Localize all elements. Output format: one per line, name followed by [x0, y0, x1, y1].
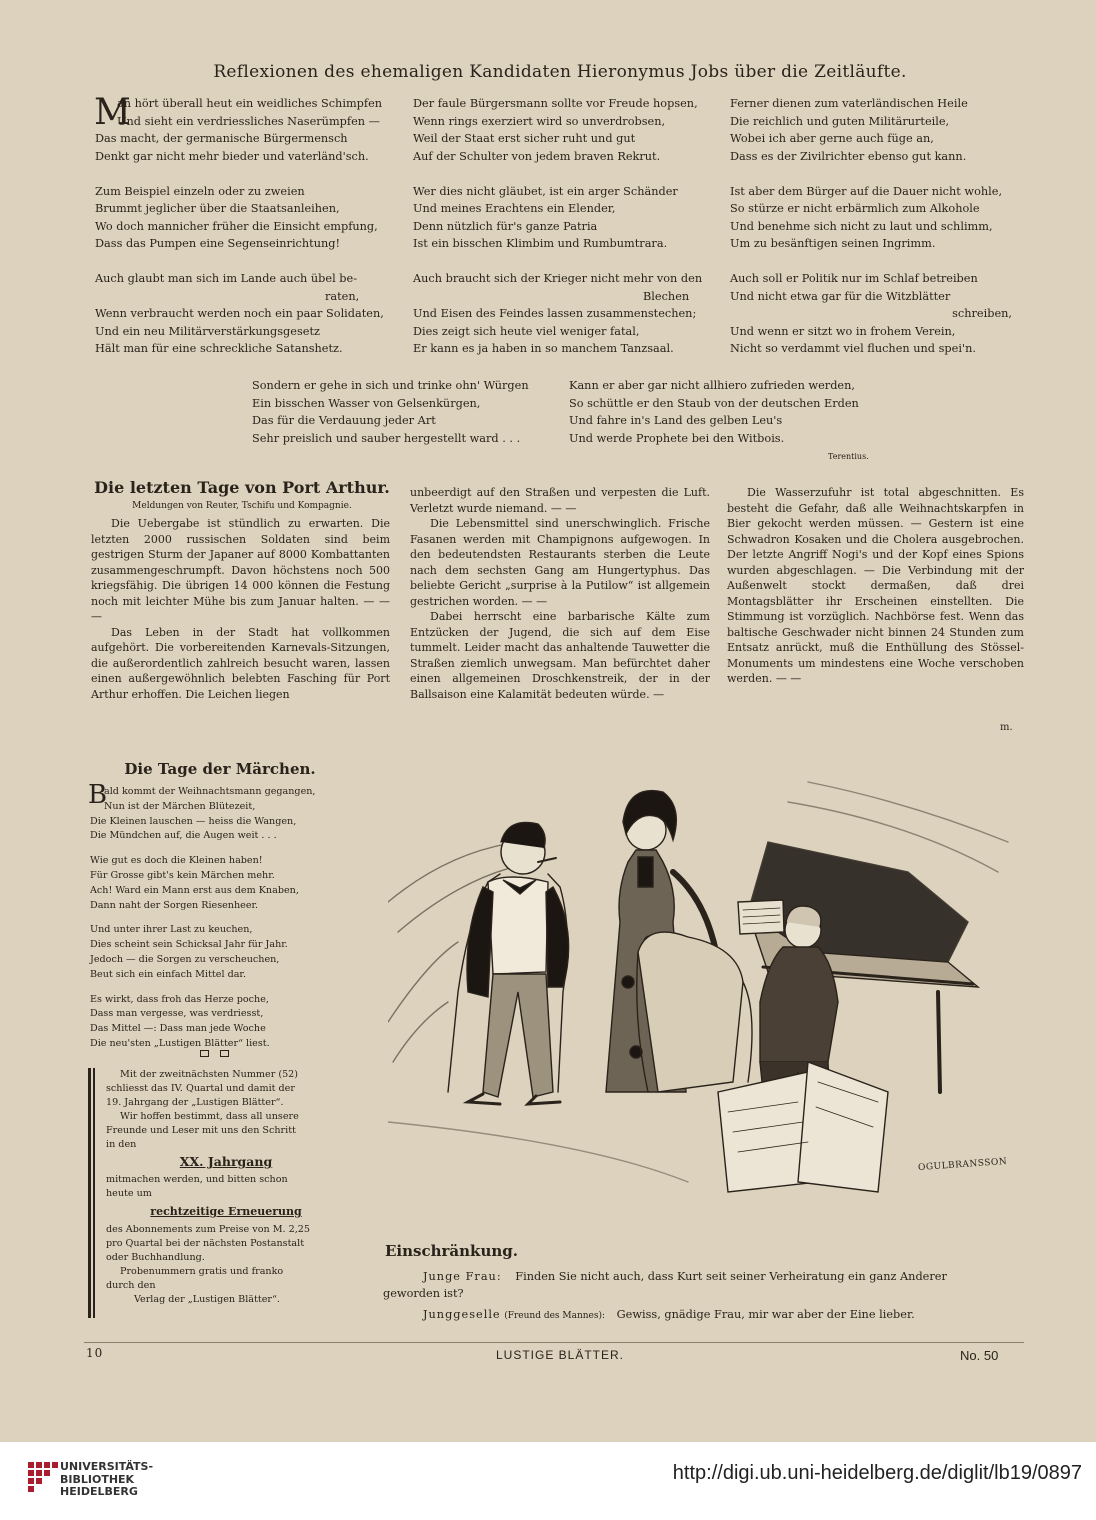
ad-line: durch den [106, 1279, 156, 1291]
ad-erneuerung: rechtzeitige Erneuerung [150, 1205, 302, 1219]
issue-number: No. 50 [960, 1348, 999, 1363]
ad-line: des Abonnements zum Preise von M. 2,25 [106, 1224, 310, 1236]
maerchen-line: Nun ist der Märchen Blütezeit, [104, 800, 256, 812]
poem-line: Und meines Erachtens ein Elender, [413, 202, 616, 215]
ad-line: Verlag der „Lustigen Blätter“. [134, 1293, 280, 1305]
ad-line: Freunde und Leser mit uns den Schritt [106, 1124, 296, 1136]
poem-line: Wobei ich aber gerne auch füge an, [730, 132, 934, 145]
ornament-box [220, 1050, 229, 1057]
maerchen-line: Wie gut es doch die Kleinen haben! [90, 855, 263, 867]
article-signature: m. [1000, 722, 1013, 733]
poem-line: Und wenn er sitzt wo in frohem Verein, [730, 324, 956, 338]
maerchen-title: Die Tage der Märchen. [124, 760, 316, 778]
poem-line: Brummt jeglicher über die Staatsanleihen, [95, 202, 340, 215]
article-subtitle: Meldungen von Reuter, Tschifu und Kompagnie. [132, 501, 352, 511]
poem-line: Und ein neu Militärverstärkungsgesetz [95, 324, 320, 338]
maerchen-line: Die Mündchen auf, die Augen weit . . . [90, 830, 277, 842]
poem-line: Ist aber dem Bürger auf die Dauer nicht wohle, [730, 184, 1003, 198]
poem-line: Wenn rings exerziert wird so unverdrobsen, [413, 114, 666, 128]
maerchen-line: Das Mittel —: Dass man jede Woche [90, 1023, 266, 1035]
poem-line: Weil der Staat erst sicher ruht und gut [413, 132, 636, 145]
poem-line: Sehr preislich und sauber hergestellt ward . . . [252, 431, 521, 445]
poem-line: Ferner dienen zum vaterländischen Heile [730, 97, 968, 110]
ad-line: oder Buchhandlung. [106, 1252, 205, 1264]
poem-line: Ist ein bisschen Klimbim und Rumbumtrara. [413, 237, 668, 250]
library-name-line: UNIVERSITÄTS- [60, 1460, 154, 1473]
poem-line: Und fahre in's Land des gelben Leu's [569, 414, 783, 427]
footer-rule [84, 1342, 1024, 1343]
ornament-box [200, 1050, 209, 1057]
maerchen-line: Dies scheint sein Schicksal Jahr für Jahr. [90, 939, 288, 951]
article-paragraph: Die Lebensmittel sind unerschwinglich. Frische Fasanen werden mit Champignons aufgewogen. In den bedeutendsten Restaurants sterben die Leute nach dem sechsten Gang am Hungertyphus. Das beliebte Gericht „surprise à la Putilow“ ist allgemein gestrichen worden. — — [410, 517, 710, 608]
article-paragraph: unbeerdigt auf den Straßen und verpesten die Luft. Verletzt wurde niemand. — — [410, 486, 710, 515]
poem-column-4 [252, 377, 562, 447]
article-paragraph: Das Leben in der Stadt hat vollkommen aufgehört. Die vorbereitenden Karnevals-Sitzungen, die außerordentlich zahlreich besucht waren, lassen einen außergewöhnlich belebten Fasching für Port Arthur erhoffen. Die Leichen liegen [91, 625, 390, 701]
poem-line: Der faule Bürgersmann sollte vor Freude hopsen, [413, 97, 698, 110]
poem-line: Um zu besänftigen seinen Ingrimm. [730, 237, 936, 250]
ad-jahrgang: XX. Jahrgang [179, 1154, 273, 1170]
article-title: Die letzten Tage von Port Arthur. [94, 478, 390, 497]
article-column-2 [410, 485, 710, 702]
poem-column-2 [413, 95, 713, 375]
ad-line: Mit der zweitnächsten Nummer (52) [120, 1069, 299, 1080]
library-bar [0, 1442, 1096, 1520]
cartoon-illustration [388, 762, 1013, 1202]
ad-line: Probenummern gratis und franko [120, 1265, 284, 1277]
maerchen-line: Dass man vergesse, was verdriesst, [90, 1008, 264, 1020]
ad-line: in den [106, 1138, 137, 1150]
maerchen-line: ald kommt der Weihnachtsmann gegangen, [104, 786, 316, 797]
poem-line: Die reichlich und guten Militärurteile, [730, 114, 950, 128]
ad-line: heute um [106, 1188, 152, 1200]
library-url-link[interactable]: http://digi.ub.uni-heidelberg.de/diglit/lb19/0897 [672, 1462, 1082, 1484]
poem-line: Kann er aber gar nicht allhiero zufrieden werden, [569, 379, 855, 392]
maerchen-line: Ach! Ward ein Mann erst aus dem Knaben, [90, 884, 299, 896]
poem-line: Sondern er gehe in sich und trinke ohn' Würgen [252, 379, 529, 392]
maerchen-line: Die neu'sten „Lustigen Blätter“ liest. [90, 1037, 270, 1049]
library-name-line: BIBLIOTHEK [60, 1472, 135, 1486]
poem-line: Auch glaubt man sich im Lande auch übel be- [95, 272, 358, 285]
poem-line: an hört überall heut ein weidliches Schimpfen [117, 97, 383, 110]
poem-line: Denkt gar nicht mehr bieder und vaterländ'sch. [95, 149, 369, 163]
poem-line: Ein bisschen Wasser von Gelsenkürgen, [252, 396, 481, 410]
einschraenkung-title: Einschränkung. [385, 1242, 518, 1260]
ad-line: mitmachen werden, und bitten schon [106, 1174, 288, 1186]
poem-line: Nicht so verdammt viel fluchen und spei'n. [730, 342, 976, 355]
maerchen-poem [90, 785, 352, 1062]
poem-line: Dies zeigt sich heute viel weniger fatal, [413, 324, 640, 338]
poem-line: raten, [325, 289, 360, 303]
article-paragraph: Dabei herrscht eine barbarische Kälte zum Entzücken der Jugend, die sich auf dem Eise tummelt. Leider macht das anhaltende Tauwetter die Straßen ziemlich unwegsam. Man befürchtet daher einen allgemeinen Droschkenstreik, der in der Ballsaison eine Kalamität bedeuten würde. — [410, 610, 710, 701]
maerchen-line: Dann naht der Sorgen Riesenheer. [90, 899, 259, 911]
poem-line: Auf der Schulter von jedem braven Rekrut. [413, 149, 661, 163]
poem-line: Und werde Prophete bei den Witbois. [569, 431, 785, 445]
maerchen-dropcap: B [88, 780, 108, 810]
subscription-ad [106, 1068, 346, 1307]
poem-line: Wer dies nicht gläubet, ist ein arger Schänder [413, 184, 678, 198]
ad-line: pro Quartal bei der nächsten Postanstalt [106, 1238, 305, 1250]
poem-line: Auch soll er Politik nur im Schlaf betreiben [730, 272, 978, 285]
maerchen-line: Die Kleinen lauschen — heiss die Wangen, [90, 815, 297, 827]
cartoon-drawing [388, 762, 1013, 1202]
poem-line: Wo doch mannicher früher die Einsicht empfung, [95, 219, 378, 233]
dialogue-line: Finden Sie nicht auch, dass Kurt seit seiner Verheiratung ein ganz Anderer [515, 1270, 947, 1283]
poem-column-5 [569, 377, 879, 447]
poem-line: Wenn verbraucht werden noch ein paar Solidaten, [95, 307, 384, 320]
poem-line: Das macht, der germanische Bürgermensch [95, 132, 348, 145]
illustration-signature: OGULBRANSSON [917, 1156, 1008, 1174]
poem-line: schreiben, [952, 307, 1012, 320]
poem-line: Denn nützlich für's ganze Patria [413, 219, 598, 233]
poem-line: Er kann es ja haben in so manchem Tanzsaal. [413, 342, 674, 355]
poem-column-3 [730, 95, 1020, 375]
ad-line: 19. Jahrgang der „Lustigen Blätter“. [106, 1096, 284, 1108]
main-title: Reflexionen des ehemaligen Kandidaten Hieronymus Jobs über die Zeitläufte. [213, 62, 907, 82]
page-number: 10 [86, 1346, 104, 1360]
poem-signature: Terentius. [828, 452, 869, 461]
maerchen-line: Beut sich ein einfach Mittel dar. [90, 968, 247, 980]
article-paragraph: Die Wasserzufuhr ist total abgeschnitten. Es besteht die Gefahr, daß alle Weihnachtskarpfen in Bier gekocht werden müssen. — Gestern ist eine Schwadron Kosaken und die Cholera ausgebrochen. Der letzte Angriff Nogi's und der Kopf eines Spions wurden abgeschlagen. — Die Verbindung mit der Außenwelt stockt dermaßen, daß drei Montagsblätter ihr Erscheinen einstellten. Die Stimmung ist vorzüglich. Nachbörse fest. Wenn das baltische Geschwader nicht binnen 24 Stunden zum Entsatz anrückt, muß die Enthüllung des Stössel-Monuments um mindestens eine Woche verschoben werden. — — [727, 486, 1024, 685]
poem-column-1 [94, 92, 405, 375]
speaker-label: Junge Frau: [423, 1270, 502, 1283]
speaker-label: Junggeselle [423, 1308, 501, 1321]
maerchen-line: Für Grosse gibt's kein Märchen mehr. [90, 869, 275, 881]
speaker-note: (Freund des Mannes): [504, 1311, 606, 1321]
poem-line: Zum Beispiel einzeln oder zu zweien [95, 184, 305, 198]
poem-line: Und Eisen des Feindes lassen zusammenstechen; [413, 307, 697, 320]
einschraenkung-dialogue [383, 1268, 1023, 1325]
poem-line: Blechen [643, 289, 690, 303]
poem-line: So schüttle er den Staub von der deutschen Erden [569, 396, 859, 410]
ad-border [88, 1068, 91, 1318]
masthead: LUSTIGE BLÄTTER. [495, 1348, 625, 1362]
ad-border [93, 1068, 95, 1318]
poem-line: Auch braucht sich der Krieger nicht mehr von den [413, 272, 703, 285]
article-column-1 [91, 516, 390, 702]
poem-line: Und benehme sich nicht zu laut und schlimm, [730, 219, 993, 233]
ad-line: Wir hoffen bestimmt, dass all unsere [120, 1110, 299, 1122]
dialogue-line: Gewiss, gnädige Frau, mir war aber der Eine lieber. [616, 1308, 915, 1321]
poem-line: Hält man für eine schreckliche Satanshetz. [95, 342, 343, 355]
library-name [60, 1461, 153, 1499]
poem-line: Und nicht etwa gar für die Witzblätter [730, 289, 951, 303]
maerchen-line: Jedoch — die Sorgen zu verscheuchen, [90, 953, 280, 965]
poem-line: Dass das Pumpen eine Segenseinrichtung! [95, 237, 341, 250]
maerchen-line: Es wirkt, dass froh das Herze poche, [90, 993, 269, 1005]
article-column-3 [727, 485, 1024, 687]
poem-line: Dass es der Zivilrichter ebenso gut kann. [730, 149, 967, 163]
maerchen-line: Und unter ihrer Last zu keuchen, [90, 924, 253, 936]
poem-line: Das für die Verdauung jeder Art [252, 414, 436, 427]
poem-line: So stürze er nicht erbärmlich zum Alkohole [730, 202, 980, 215]
poem-dropcap: M [94, 92, 131, 133]
library-name-line: HEIDELBERG [60, 1485, 138, 1498]
dialogue-line: geworden ist? [383, 1287, 464, 1300]
poem-line: Und sieht ein verdriessliches Naserümpfen — [117, 114, 380, 128]
ad-line: schliesst das IV. Quartal und damit der [106, 1082, 295, 1094]
article-paragraph: Die Uebergabe ist stündlich zu erwarten. Die letzten 2000 russischen Soldaten sind beim gestrigen Sturm der Japaner auf 8000 Kombattanten zusammengeschrumpft. Davon höchstens noch 500 kriegsfähig. Die übrigen 14 000 können die Festung noch mit leichter Mühe bis zum Januar halten. — — — [91, 517, 390, 623]
